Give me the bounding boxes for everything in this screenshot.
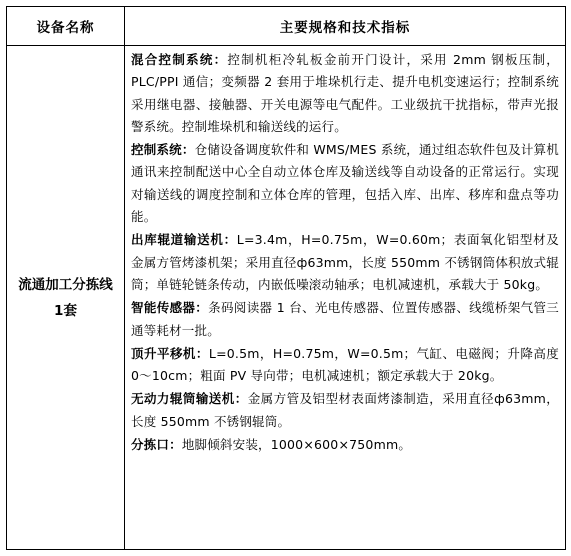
spec-table (6, 6, 566, 550)
header-cell-specs (125, 7, 565, 45)
spec-paragraph-sorting-outlet (131, 434, 559, 456)
device-quantity: 1套 (54, 302, 77, 319)
table-header (7, 7, 565, 46)
spec-text: 仓储设备调度软件和 WMS/MES 系统，通过组态软件包及计算机通讯来控制配送中心全自动立体仓库及输送线等自动设备的正常运行。实现对输送线的调度控制和立体仓库的管理，包括入库、出库、移库和盘点等功能。 (131, 142, 559, 225)
spec-text: 条码阅读器 1 台、光电传感器、位置传感器、线缆桥架气管三通等耗材一批。 (131, 300, 560, 338)
spec-paragraph-outbound-conveyor (131, 229, 559, 296)
spec-text: 地脚倾斜安装，1000×600×750mm。 (181, 437, 412, 453)
spec-paragraph-lift-transfer (131, 343, 559, 388)
spec-title: 混合控制系统： (131, 52, 228, 67)
header-device-name: 设备名称 (36, 20, 95, 36)
spec-text: L=3.4m，H=0.75m，W=0.60m；表面氧化铝型材及金属方管烤漆机架；采用直径ф63mm，长度 550mm 不锈钢筒体积放式辊筒；单链轮链条传动，内嵌低噪滚动轴承；电机减速机，承载大于 50kg。 (131, 232, 559, 292)
spec-text: L=0.5m，H=0.75m，W=0.5m；气缸、电磁阀；升降高度 0～10cm；粗面 PV 导向带；电机减速机；额定承载大于 20kg。 (131, 345, 560, 384)
spec-title: 控制系统： (131, 142, 195, 158)
spec-paragraph-mixed-control (131, 49, 559, 138)
spec-paragraph-gravity-roller (131, 388, 559, 433)
device-name: 流通加工分拣线 (18, 276, 113, 293)
spec-title: 无动力辊筒输送机： (131, 391, 248, 407)
device-name-cell (7, 46, 125, 549)
spec-title: 分拣口： (131, 437, 182, 453)
header-specs: 主要规格和技术指标 (279, 20, 411, 36)
spec-text: 控制机柜冷轧板金前开门设计，采用 2mm 钢板压制，PLC/PPI 通信；变频器 2 套用于堆垛机行走、提升电机变速运行；控制系统采用继电器、接触器、开关电源等电气配件。工业级抗干扰指标，带声光报警系统。控制堆垛机和输送线的运行。 (131, 52, 559, 134)
specs-cell (125, 46, 565, 549)
spec-title: 出库辊道输送机： (131, 232, 237, 248)
spec-text: 金属方管及铝型材表面烤漆制造，采用直径ф63mm，长度 550mm 不锈钢辊筒。 (131, 391, 559, 429)
spec-paragraph-control-system (131, 139, 559, 228)
table-row (7, 46, 565, 549)
spec-title: 顶升平移机： (131, 345, 209, 361)
spec-title: 智能传感器： (131, 300, 209, 316)
header-cell-name (7, 7, 125, 45)
spec-paragraph-sensors (131, 297, 559, 342)
